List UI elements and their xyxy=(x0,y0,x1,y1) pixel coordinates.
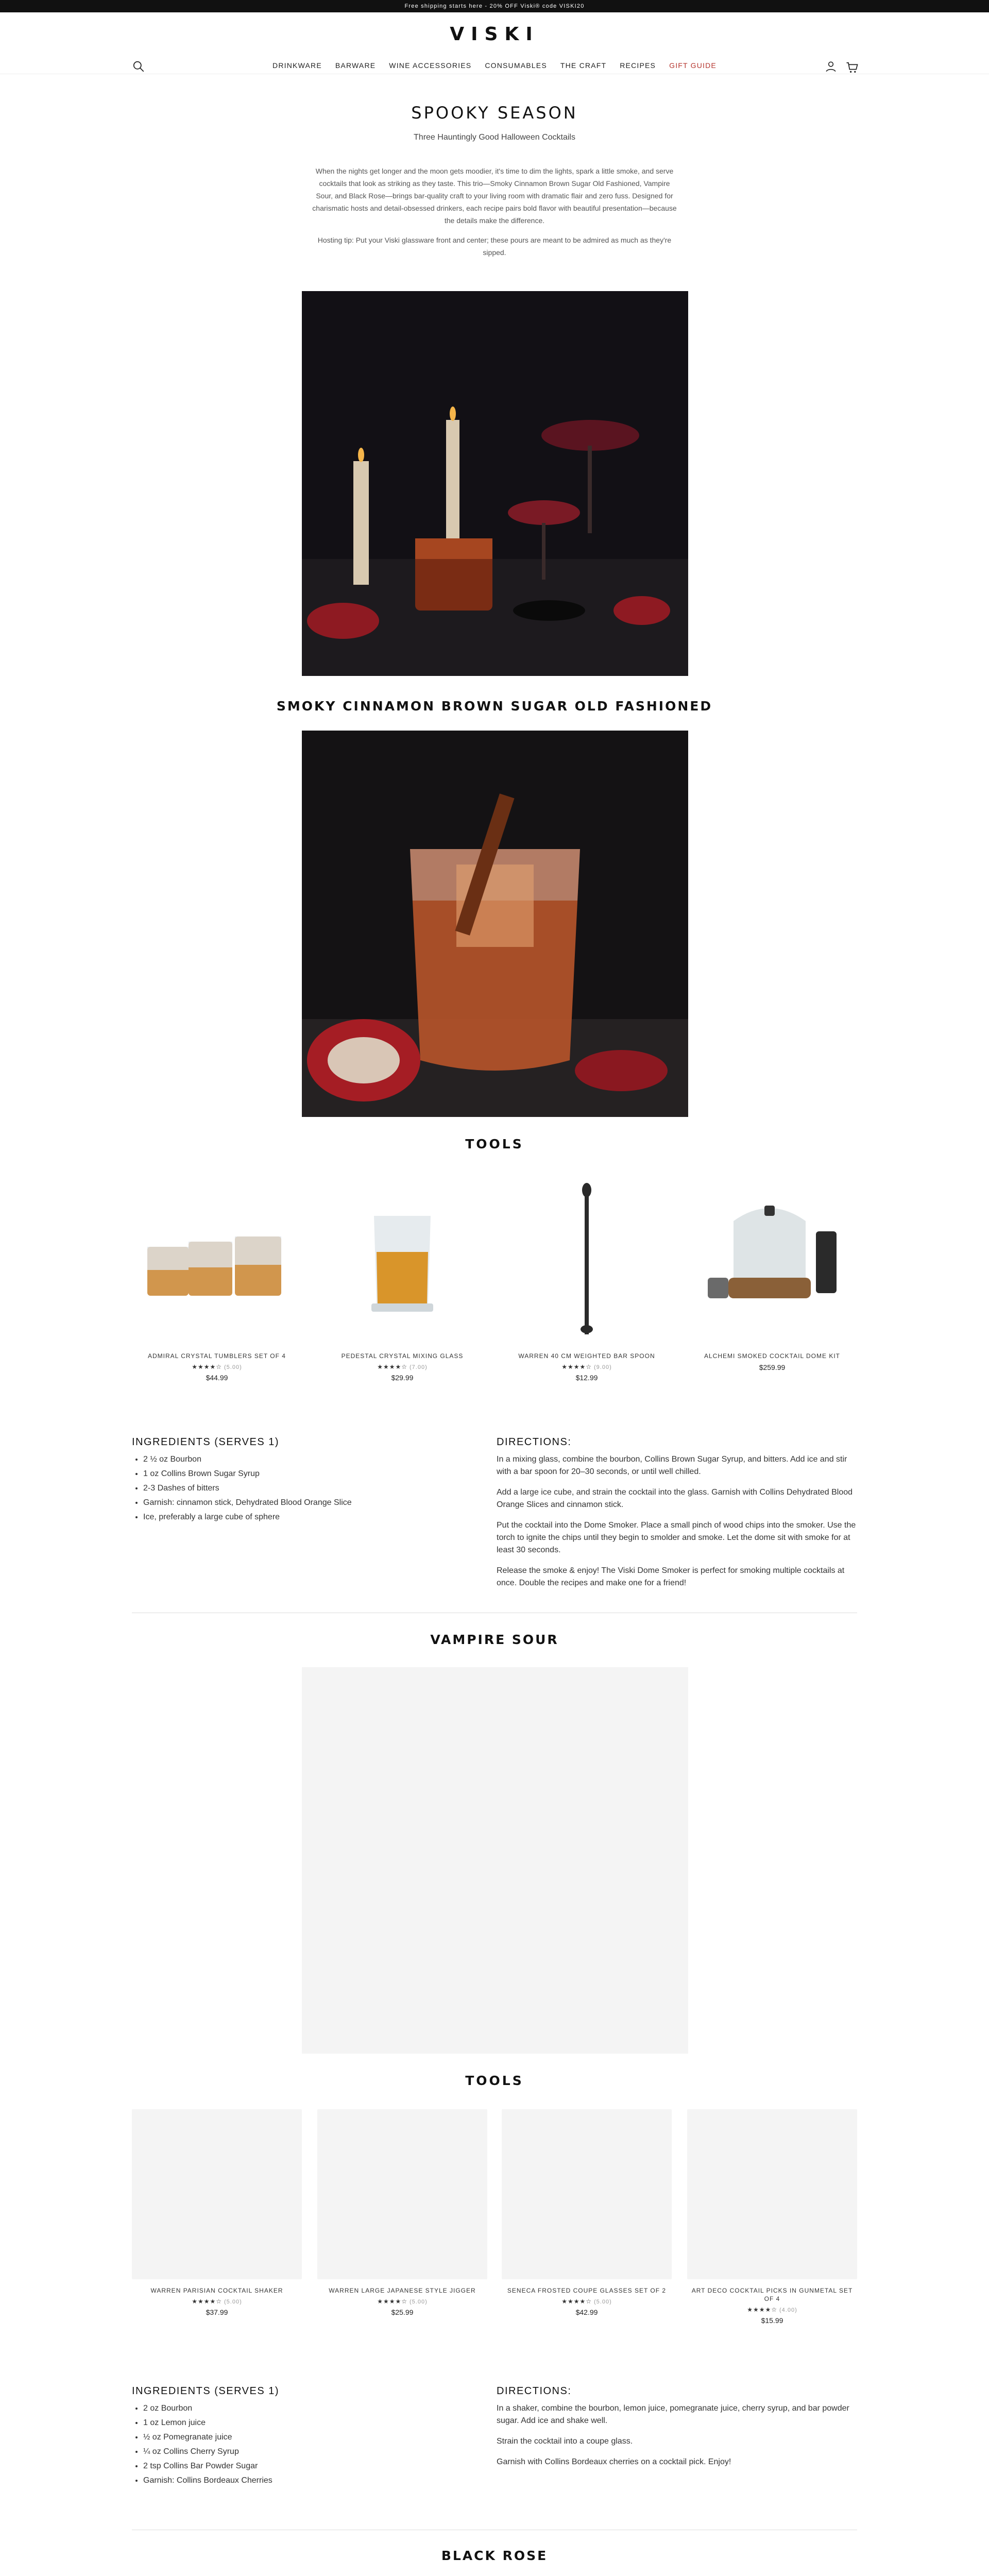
directions-1 xyxy=(497,1436,857,1598)
rating-stars: ★★★★☆ xyxy=(561,2298,592,2305)
direction-step: In a shaker, combine the bourbon, lemon juice, pomegranate juice, cherry syrup, and bar powder sugar. Add ice and shake well. xyxy=(497,2404,849,2425)
hosting-tip: Hosting tip: Put your Viski glassware front and center; these pours are meant to be admired as much as they're sipped. xyxy=(317,236,672,257)
product-card[interactable] xyxy=(687,2109,857,2325)
product-name[interactable]: WARREN 40 CM WEIGHTED BAR SPOON xyxy=(518,1352,655,1360)
recipe-title-old-fashioned: SMOKY CINNAMON BROWN SUGAR OLD FASHIONED xyxy=(276,699,713,714)
directions-heading: DIRECTIONS: xyxy=(497,1436,572,1448)
ingredients-2 xyxy=(132,2385,462,2488)
hero-photo xyxy=(302,291,688,676)
product-price: $259.99 xyxy=(759,1363,786,1371)
recipe-title-vampire-sour: VAMPIRE SOUR xyxy=(430,1632,559,1647)
ingredient-item: • 2 ½ oz Bourbon xyxy=(143,1452,462,1467)
site-logo[interactable]: VISKI xyxy=(450,24,539,45)
product-name[interactable]: ART DECO COCKTAIL PICKS IN GUNMETAL SET OF 4 xyxy=(691,2287,853,2302)
direction-step: Add a large ice cube, and strain the cocktail into the glass. Garnish with Collins Dehydrated Blood Orange Slices and cinnamon stick. xyxy=(497,1488,853,1509)
rating-stars: ★★★★☆ xyxy=(377,1363,408,1370)
direction-step: In a mixing glass, combine the bourbon, Collins Brown Sugar Syrup, and bitters. Add ice and stir with a bar spoon for 20–30 seconds, or until well chilled. xyxy=(497,1455,847,1476)
nav-gift-guide[interactable]: GIFT GUIDE xyxy=(669,61,717,70)
rating-count: (5.00) xyxy=(594,2299,612,2305)
product-rating xyxy=(132,2298,302,2305)
vampire-sour-photo xyxy=(302,1667,688,2054)
nav-drinkware[interactable]: DRINKWARE xyxy=(272,61,322,70)
rating-stars: ★★★★☆ xyxy=(192,2298,223,2305)
ingredient-item: • ¼ oz Collins Cherry Syrup xyxy=(143,2445,462,2459)
product-name[interactable]: PEDESTAL CRYSTAL MIXING GLASS xyxy=(341,1352,464,1360)
rating-count: (5.00) xyxy=(224,2299,242,2305)
direction-step: Release the smoke & enjoy! The Viski Dome Smoker is perfect for smoking multiple cocktails at once. Double the recipes and make one for a friend! xyxy=(497,1566,845,1587)
ingredient-item: • Garnish: Collins Bordeaux Cherries xyxy=(143,2473,462,2488)
product-image[interactable] xyxy=(502,2109,672,2279)
ingredient-item: • Garnish: cinnamon stick, Dehydrated Blood Orange Slice xyxy=(143,1496,462,1510)
direction-step: Put the cocktail into the Dome Smoker. Place a small pinch of wood chips into the smoker. Use the torch to ignite the chips until they begin to smolder and smoke. Let the dome sit with smoke for at least 30 seconds. xyxy=(497,1521,856,1554)
product-name[interactable]: SENECA FROSTED COUPE GLASSES SET OF 2 xyxy=(507,2287,667,2294)
ingredients-1 xyxy=(132,1436,462,1524)
ingredient-item: • 1 oz Lemon juice xyxy=(143,2416,462,2430)
intro-paragraph: When the nights get longer and the moon gets moodier, it's time to dim the lights, spark a little smoke, and serve cocktails that look as striking as they taste. This trio—Smoky Cinnamon Brown Sugar Old Fashioned, Vampire Sour, and Black Rose—brings bar-quality craft to your living room with dramatic flair and zero fuss. Designed for charismatic hosts and detail-obsessed drinkers, each recipe pairs bold flavor with beautiful presentation—because the details make the difference. xyxy=(312,167,677,225)
product-rating xyxy=(687,2306,857,2313)
rating-stars: ★★★★☆ xyxy=(377,2298,408,2305)
rating-count: (4.00) xyxy=(779,2307,797,2313)
product-name[interactable]: WARREN LARGE JAPANESE STYLE JIGGER xyxy=(329,2287,476,2294)
ingredient-item: • 2 tsp Collins Bar Powder Sugar xyxy=(143,2459,462,2473)
recipe-title-black-rose: BLACK ROSE xyxy=(441,2548,548,2563)
site-header xyxy=(0,12,989,74)
product-card[interactable] xyxy=(317,1175,487,1382)
product-price: $25.99 xyxy=(391,2308,414,2316)
product-rating xyxy=(317,1363,487,1370)
page-subtitle: Three Hauntingly Good Halloween Cocktails xyxy=(414,133,575,142)
product-card[interactable] xyxy=(132,1175,302,1382)
nav-recipes[interactable]: RECIPES xyxy=(620,61,656,70)
cart-icon[interactable] xyxy=(845,60,859,74)
account-icon[interactable] xyxy=(824,60,838,73)
product-image[interactable] xyxy=(132,2109,302,2279)
announcement-bar: Free shipping starts here - 20% OFF Viski® code VISKI20 xyxy=(0,0,989,12)
ingredients-heading: INGREDIENTS (SERVES 1) xyxy=(132,1436,280,1448)
tools-heading-2: TOOLS xyxy=(465,2073,524,2088)
rating-stars: ★★★★☆ xyxy=(561,1363,592,1370)
product-price: $15.99 xyxy=(761,2316,783,2325)
ingredient-item: • ½ oz Pomegranate juice xyxy=(143,2430,462,2445)
product-rating xyxy=(502,1363,672,1370)
direction-step: Strain the cocktail into a coupe glass. xyxy=(497,2437,633,2446)
product-card[interactable] xyxy=(317,2109,487,2316)
nav-barware[interactable]: BARWARE xyxy=(335,61,376,70)
rating-stars: ★★★★☆ xyxy=(192,1363,223,1370)
old-fashioned-photo xyxy=(302,731,688,1117)
product-price: $29.99 xyxy=(391,1374,414,1382)
product-name[interactable]: ALCHEMI SMOKED COCKTAIL DOME KIT xyxy=(704,1352,841,1360)
tools-heading-1: TOOLS xyxy=(465,1137,524,1151)
product-image[interactable] xyxy=(317,2109,487,2279)
ingredient-item: • Ice, preferably a large cube of sphere xyxy=(143,1510,462,1524)
rating-count: (5.00) xyxy=(224,1364,242,1370)
nav-the-craft[interactable]: THE CRAFT xyxy=(560,61,607,70)
product-rating xyxy=(132,1363,302,1370)
directions-2 xyxy=(497,2385,857,2477)
rating-count: (5.00) xyxy=(410,2299,428,2305)
product-image[interactable] xyxy=(317,1175,487,1345)
product-price: $44.99 xyxy=(206,1374,228,1382)
product-name[interactable]: ADMIRAL CRYSTAL TUMBLERS SET OF 4 xyxy=(148,1352,286,1360)
product-image[interactable] xyxy=(132,1175,302,1345)
ingredient-item: • 2-3 Dashes of bitters xyxy=(143,1481,462,1496)
product-card[interactable] xyxy=(687,1175,857,1371)
product-card[interactable] xyxy=(502,2109,672,2316)
rating-count: (9.00) xyxy=(594,1364,612,1370)
direction-step: Garnish with Collins Bordeaux cherries on a cocktail pick. Enjoy! xyxy=(497,2458,731,2466)
product-image[interactable] xyxy=(502,1175,672,1345)
product-price: $37.99 xyxy=(206,2308,228,2316)
directions-heading: DIRECTIONS: xyxy=(497,2385,572,2397)
ingredient-item: • 2 oz Bourbon xyxy=(143,2401,462,2416)
intro-text xyxy=(311,165,678,266)
main-nav xyxy=(0,61,989,70)
rating-count: (7.00) xyxy=(410,1364,428,1370)
ingredient-item: • 1 oz Collins Brown Sugar Syrup xyxy=(143,1467,462,1481)
nav-consumables[interactable]: CONSUMABLES xyxy=(485,61,547,70)
product-card[interactable] xyxy=(502,1175,672,1382)
nav-wine-accessories[interactable]: WINE ACCESSORIES xyxy=(389,61,472,70)
ingredients-heading: INGREDIENTS (SERVES 1) xyxy=(132,2385,280,2397)
product-price: $42.99 xyxy=(575,2308,598,2316)
rating-stars: ★★★★☆ xyxy=(747,2306,778,2313)
product-rating xyxy=(502,2298,672,2305)
page-title: SPOOKY SEASON xyxy=(411,103,578,123)
product-rating xyxy=(317,2298,487,2305)
product-card[interactable] xyxy=(132,2109,302,2316)
product-image[interactable] xyxy=(687,1175,857,1345)
product-price: $12.99 xyxy=(575,1374,598,1382)
product-image[interactable] xyxy=(687,2109,857,2279)
product-name[interactable]: WARREN PARISIAN COCKTAIL SHAKER xyxy=(150,2287,283,2294)
